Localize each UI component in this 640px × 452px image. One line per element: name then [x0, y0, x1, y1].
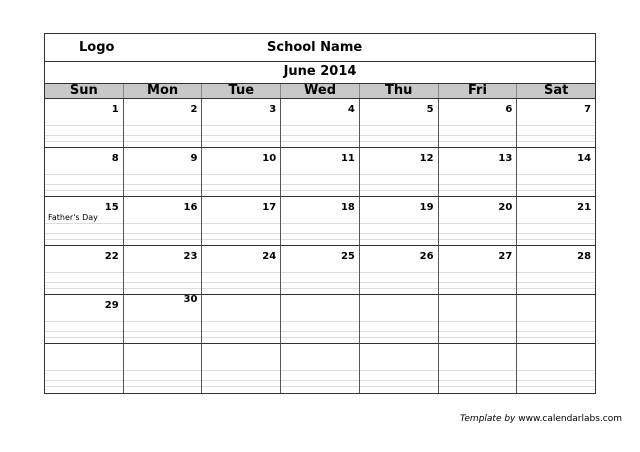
cell-writing-line	[45, 223, 123, 224]
day-cell[interactable]	[439, 148, 518, 196]
day-cell[interactable]	[45, 246, 124, 294]
cell-writing-line	[360, 272, 438, 273]
cell-writing-line	[360, 135, 438, 136]
day-number: 5	[426, 104, 434, 115]
day-cell[interactable]	[124, 344, 203, 393]
cell-writing-line	[281, 321, 359, 322]
weekday-sat: Sat	[543, 83, 569, 98]
cell-writing-line	[517, 125, 595, 126]
day-number: 1	[111, 104, 119, 115]
cell-writing-line	[124, 223, 202, 224]
cell-writing-line	[124, 337, 202, 338]
cell-writing-line	[439, 174, 517, 175]
month-title: June 2014	[283, 64, 357, 79]
calendar-header	[45, 34, 595, 62]
cell-writing-line	[281, 190, 359, 191]
week-row	[45, 344, 595, 393]
cell-writing-line	[281, 282, 359, 283]
cell-writing-line	[517, 135, 595, 136]
day-cell[interactable]	[124, 295, 203, 343]
cell-writing-line	[360, 321, 438, 322]
day-cell[interactable]	[202, 99, 281, 147]
cell-writing-line	[124, 272, 202, 273]
logo-text: Logo	[79, 40, 115, 55]
day-cell[interactable]	[439, 99, 518, 147]
cell-writing-line	[45, 190, 123, 191]
day-number: 6	[505, 104, 513, 115]
weekday-wed: Wed	[281, 84, 360, 98]
cell-writing-line	[439, 272, 517, 273]
day-number: 29	[104, 300, 119, 311]
cell-writing-line	[439, 370, 517, 371]
cell-writing-line	[124, 282, 202, 283]
day-cell[interactable]	[360, 99, 439, 147]
day-number: 24	[262, 251, 277, 262]
cell-writing-line	[360, 370, 438, 371]
day-number: 23	[183, 251, 198, 262]
cell-writing-line	[202, 190, 280, 191]
calendar-grid	[45, 99, 595, 393]
cell-writing-line	[281, 135, 359, 136]
day-cell[interactable]	[360, 295, 439, 343]
cell-writing-line	[202, 223, 280, 224]
cell-writing-line	[360, 288, 438, 289]
day-cell[interactable]	[281, 197, 360, 245]
cell-writing-line	[45, 282, 123, 283]
day-cell[interactable]	[517, 295, 595, 343]
cell-writing-line	[360, 184, 438, 185]
cell-writing-line	[124, 125, 202, 126]
day-cell[interactable]	[281, 295, 360, 343]
cell-writing-line	[439, 233, 517, 234]
cell-writing-line	[45, 125, 123, 126]
cell-writing-line	[517, 184, 595, 185]
week-row	[45, 148, 595, 197]
day-cell[interactable]	[202, 344, 281, 393]
cell-writing-line	[202, 370, 280, 371]
cell-writing-line	[45, 331, 123, 332]
cell-writing-line	[439, 141, 517, 142]
cell-writing-line	[517, 282, 595, 283]
cell-writing-line	[202, 135, 280, 136]
day-number: 19	[419, 202, 434, 213]
cell-writing-line	[202, 239, 280, 240]
cell-writing-line	[45, 386, 123, 387]
day-number: 27	[498, 251, 513, 262]
cell-writing-line	[281, 239, 359, 240]
cell-writing-line	[45, 272, 123, 273]
cell-writing-line	[202, 288, 280, 289]
cell-writing-line	[281, 174, 359, 175]
day-number: 9	[190, 153, 198, 164]
day-cell[interactable]	[281, 246, 360, 294]
cell-writing-line	[360, 223, 438, 224]
cell-writing-line	[202, 272, 280, 273]
cell-writing-line	[439, 288, 517, 289]
day-cell[interactable]	[45, 344, 124, 393]
cell-writing-line	[517, 233, 595, 234]
day-cell[interactable]	[439, 344, 518, 393]
day-number: 15	[104, 202, 119, 213]
day-cell[interactable]	[281, 148, 360, 196]
cell-writing-line	[202, 233, 280, 234]
footer-prefix: Template by	[460, 414, 519, 424]
cell-writing-line	[439, 184, 517, 185]
cell-writing-line	[517, 174, 595, 175]
weekday-sun: Sun	[45, 84, 124, 98]
day-cell[interactable]	[202, 148, 281, 196]
cell-writing-line	[281, 272, 359, 273]
cell-writing-line	[517, 386, 595, 387]
event-label: Father's Day	[48, 213, 98, 222]
cell-writing-line	[124, 331, 202, 332]
cell-writing-line	[202, 331, 280, 332]
day-number: 4	[347, 104, 355, 115]
cell-writing-line	[360, 174, 438, 175]
cell-writing-line	[124, 233, 202, 234]
cell-writing-line	[45, 239, 123, 240]
weekday-fri: Fri	[439, 84, 518, 98]
day-number: 25	[340, 251, 355, 262]
day-number: 2	[190, 104, 198, 115]
cell-writing-line	[45, 321, 123, 322]
cell-writing-line	[360, 282, 438, 283]
day-number: 8	[111, 153, 119, 164]
day-number: 7	[584, 104, 592, 115]
week-row	[45, 246, 595, 295]
cell-writing-line	[124, 190, 202, 191]
day-cell[interactable]	[439, 197, 518, 245]
cell-writing-line	[517, 331, 595, 332]
cell-writing-line	[124, 288, 202, 289]
cell-writing-line	[439, 190, 517, 191]
day-cell[interactable]	[45, 99, 124, 147]
day-number: 21	[577, 202, 592, 213]
cell-writing-line	[124, 321, 202, 322]
cell-writing-line	[124, 380, 202, 381]
cell-writing-line	[124, 239, 202, 240]
cell-writing-line	[439, 331, 517, 332]
cell-writing-line	[360, 331, 438, 332]
day-cell[interactable]	[124, 99, 203, 147]
day-cell[interactable]	[202, 246, 281, 294]
cell-writing-line	[281, 125, 359, 126]
cell-writing-line	[360, 239, 438, 240]
cell-writing-line	[45, 370, 123, 371]
cell-writing-line	[45, 380, 123, 381]
footer-credit	[460, 414, 622, 424]
day-cell[interactable]	[517, 197, 595, 245]
day-cell[interactable]	[439, 246, 518, 294]
cell-writing-line	[281, 370, 359, 371]
cell-writing-line	[45, 233, 123, 234]
cell-writing-line	[360, 233, 438, 234]
cell-writing-line	[281, 233, 359, 234]
cell-writing-line	[517, 272, 595, 273]
day-cell[interactable]	[45, 148, 124, 196]
cell-writing-line	[281, 380, 359, 381]
day-cell[interactable]	[124, 197, 203, 245]
cell-writing-line	[360, 380, 438, 381]
cell-writing-line	[124, 141, 202, 142]
cell-writing-line	[202, 141, 280, 142]
day-cell[interactable]	[45, 295, 124, 343]
week-row	[45, 99, 595, 148]
cell-writing-line	[202, 321, 280, 322]
day-number: 10	[262, 153, 277, 164]
cell-writing-line	[124, 184, 202, 185]
cell-writing-line	[281, 386, 359, 387]
cell-writing-line	[360, 337, 438, 338]
day-cell[interactable]	[517, 344, 595, 393]
cell-writing-line	[45, 174, 123, 175]
week-row	[45, 295, 595, 344]
cell-writing-line	[281, 331, 359, 332]
day-cell[interactable]	[439, 295, 518, 343]
footer-site: www.calendarlabs.com	[518, 414, 623, 424]
school-name: School Name	[267, 40, 363, 55]
cell-writing-line	[517, 239, 595, 240]
cell-writing-line	[517, 321, 595, 322]
day-cell[interactable]	[517, 148, 595, 196]
day-cell[interactable]	[202, 197, 281, 245]
cell-writing-line	[202, 174, 280, 175]
cell-writing-line	[517, 223, 595, 224]
day-cell[interactable]	[360, 246, 439, 294]
cell-writing-line	[281, 141, 359, 142]
cell-writing-line	[202, 282, 280, 283]
cell-writing-line	[517, 190, 595, 191]
day-cell[interactable]	[281, 99, 360, 147]
cell-writing-line	[517, 380, 595, 381]
weekday-tue: Tue	[202, 84, 281, 98]
cell-writing-line	[281, 223, 359, 224]
cell-writing-line	[517, 288, 595, 289]
day-cell[interactable]	[517, 99, 595, 147]
weekday-mon: Mon	[124, 84, 203, 98]
day-cell[interactable]	[124, 148, 203, 196]
cell-writing-line	[439, 337, 517, 338]
day-number: 28	[577, 251, 592, 262]
cell-writing-line	[360, 125, 438, 126]
cell-writing-line	[281, 288, 359, 289]
day-cell[interactable]	[281, 344, 360, 393]
cell-writing-line	[202, 184, 280, 185]
calendar-frame	[44, 33, 596, 394]
day-number: 30	[183, 294, 198, 305]
day-number: 3	[269, 104, 277, 115]
cell-writing-line	[45, 141, 123, 142]
cell-writing-line	[45, 337, 123, 338]
day-number: 17	[262, 202, 277, 213]
weekday-header-row	[45, 83, 595, 99]
day-cell[interactable]	[360, 148, 439, 196]
day-number: 18	[340, 202, 355, 213]
cell-writing-line	[439, 282, 517, 283]
day-number: 12	[419, 153, 434, 164]
day-cell[interactable]	[124, 246, 203, 294]
cell-writing-line	[517, 141, 595, 142]
cell-writing-line	[202, 337, 280, 338]
cell-writing-line	[45, 288, 123, 289]
day-cell[interactable]	[517, 246, 595, 294]
cell-writing-line	[124, 174, 202, 175]
cell-writing-line	[45, 135, 123, 136]
day-cell[interactable]	[202, 295, 281, 343]
cell-writing-line	[517, 370, 595, 371]
weekday-thu: Thu	[360, 84, 439, 98]
cell-writing-line	[124, 370, 202, 371]
cell-writing-line	[124, 135, 202, 136]
cell-writing-line	[439, 380, 517, 381]
cell-writing-line	[281, 184, 359, 185]
cell-writing-line	[439, 135, 517, 136]
day-number: 20	[498, 202, 513, 213]
cell-writing-line	[124, 386, 202, 387]
cell-writing-line	[439, 223, 517, 224]
cell-writing-line	[360, 190, 438, 191]
day-cell[interactable]	[360, 197, 439, 245]
week-row	[45, 197, 595, 246]
day-number: 26	[419, 251, 434, 262]
cell-writing-line	[517, 337, 595, 338]
cell-writing-line	[45, 184, 123, 185]
cell-writing-line	[202, 380, 280, 381]
day-cell[interactable]	[45, 197, 124, 245]
day-number: 22	[104, 251, 119, 262]
day-number: 14	[577, 153, 592, 164]
day-number: 16	[183, 202, 198, 213]
cell-writing-line	[360, 386, 438, 387]
day-number: 13	[498, 153, 513, 164]
cell-writing-line	[202, 386, 280, 387]
cell-writing-line	[439, 321, 517, 322]
cell-writing-line	[360, 141, 438, 142]
cell-writing-line	[202, 125, 280, 126]
cell-writing-line	[281, 337, 359, 338]
day-number: 11	[340, 153, 355, 164]
cell-writing-line	[439, 386, 517, 387]
cell-writing-line	[439, 239, 517, 240]
cell-writing-line	[439, 125, 517, 126]
day-cell[interactable]	[360, 344, 439, 393]
